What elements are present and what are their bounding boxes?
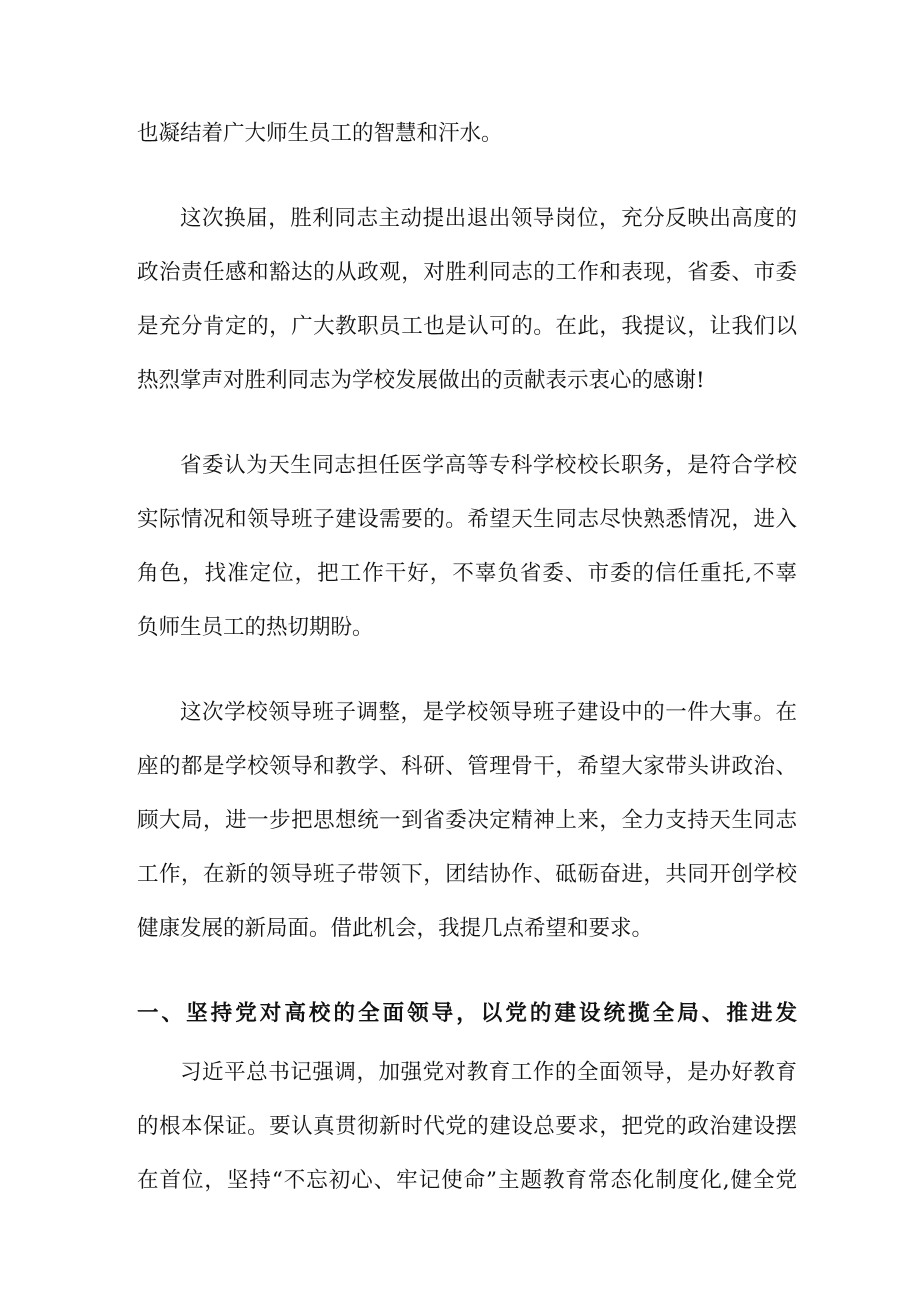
text-line: 热烈掌声对胜利同志为学校发展做出的贡献表示衷心的感谢! [137,368,705,393]
text-line: 这次换届，胜利同志主动提出退出领导岗位，充分反映出高度的 [180,206,797,231]
text-line: 习近平总书记强调，加强党对教育工作的全面领导，是办好教育 [180,1060,797,1085]
text-line: 顾大局，进一步把思想统一到省委决定精神上来，全力支持天生同志 [137,808,797,833]
paragraph-continuation [137,120,797,148]
text-line: 健康发展的新局面。借此机会，我提几点希望和要求。 [137,916,654,941]
text-line: 的根本保证。要认真贯彻新时代党的建设总要求，把党的政治建设摆 [137,1114,797,1139]
text-line: 省委认为天生同志担任医学高等专科学校校长职务，是符合学校 [180,453,797,478]
text-line: 负师生员工的热切期盼。 [137,615,374,640]
document-page [137,120,797,1195]
text-line: 这次学校领导班子调整，是学校领导班子建设中的一件大事。在 [180,700,797,725]
paragraph-4 [137,1059,797,1195]
section-heading: 一、坚持党对高校的全面领导，以党的建设统揽全局、推进发 [137,1001,797,1026]
paragraph-3 [137,699,797,943]
paragraph-1 [137,205,797,395]
text-line: 也凝结着广大师生员工的智慧和汗水。 [137,121,503,146]
text-line: 角色，找准定位，把工作干好，不辜负省委、市委的信任重托,不辜 [137,561,797,586]
text-line: 座的都是学校领导和教学、科研、管理骨干，希望大家带头讲政治、 [137,754,797,779]
paragraph-2 [137,452,797,642]
text-line: 在首位，坚持“不忘初心、牢记使命”主题教育常态化制度化,健全党 [137,1168,797,1193]
text-line: 实际情况和领导班子建设需要的。希望天生同志尽快熟悉情况，进入 [137,507,797,532]
text-line: 政治责任感和豁达的从政观，对胜利同志的工作和表现，省委、市委 [137,260,797,285]
text-line: 是充分肯定的，广大教职员工也是认可的。在此，我提议，让我们以 [137,314,797,339]
text-line: 工作，在新的领导班子带领下，团结协作、砥砺奋进，共同开创学校 [137,862,797,887]
